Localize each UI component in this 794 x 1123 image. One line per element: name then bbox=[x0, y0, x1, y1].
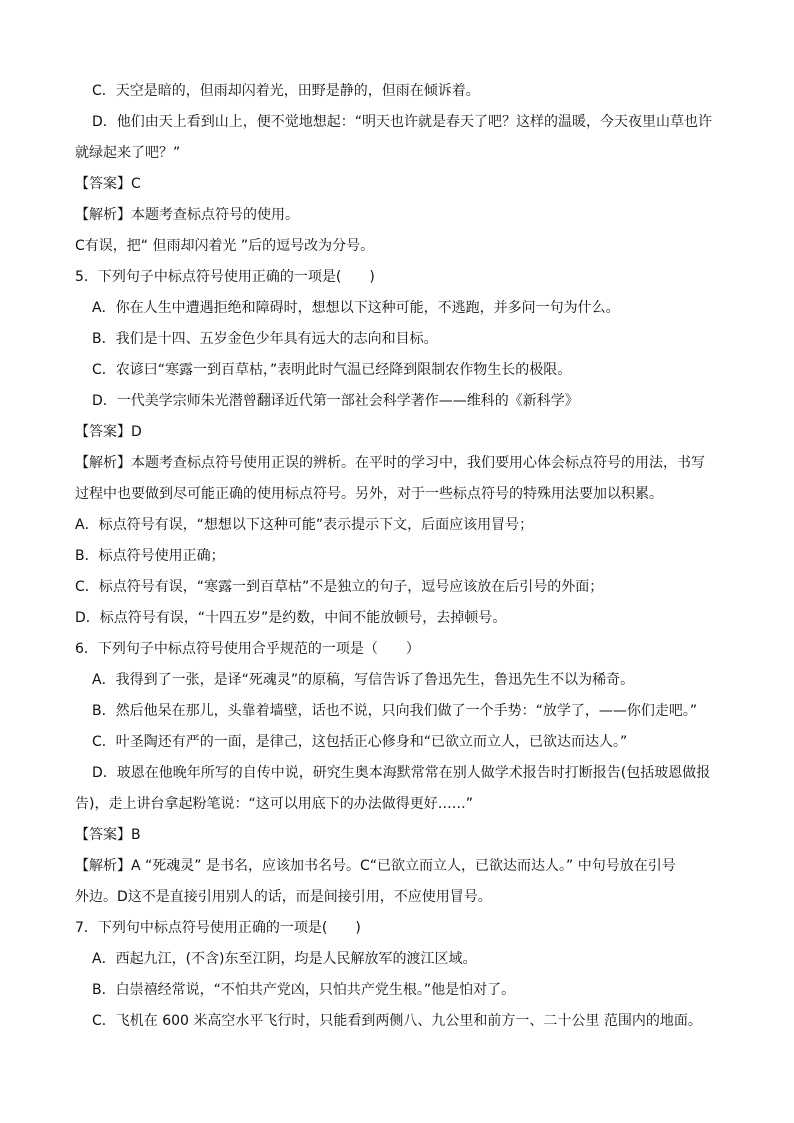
analysis-q5-d: D．标点符号有误，“十四五岁”是约数，中间不能放顿号，去掉顿号。 bbox=[75, 610, 507, 626]
answer-q6: 【答案】B bbox=[75, 827, 141, 843]
analysis-q5-c: C．标点符号有误，“寒露一到百草枯”不是独立的句子，逗号应该放在后引号的外面； bbox=[75, 579, 604, 595]
question-7: 7．下列句中标点符号使用正确的一项是( ) bbox=[75, 920, 361, 936]
option-b-q7: B．白崇禧经常说，“不怕共产党凶，只怕共产党生根。”他是怕对了。 bbox=[92, 982, 516, 998]
option-d-q4: D．他们由天上看到山上，便不觉地想起：“明天也许就是春天了吧？这样的温暖，今天夜里山草也许 bbox=[92, 114, 713, 130]
analysis-q6: 【解析】A “死魂灵” 是书名，应该加书名号。C“已欲立而立人，已欲达而达人。” 中句号放在引号 bbox=[75, 858, 676, 874]
option-b-q5: B．我们是十四、五岁金色少年具有远大的志向和目标。 bbox=[92, 331, 438, 347]
answer-q5: 【答案】D bbox=[75, 424, 142, 440]
option-d-q5: D．一代美学宗师朱光潜曾翻译近代第一部社会科学著作——维科的《新科学》 bbox=[92, 393, 579, 409]
analysis-q4-detail: C有误，把“ 但雨却闪着光 ”后的逗号改为分号。 bbox=[75, 238, 375, 254]
analysis-q5-a: A．标点符号有误，“想想以下这种可能”表示提示下文，后面应该用冒号； bbox=[75, 517, 534, 533]
question-6: 6．下列句子中标点符号使用合乎规范的一项是（ ） bbox=[75, 641, 420, 657]
option-c-q5: C．农谚曰“寒露一到百草枯，”表明此时气温已经降到限制农作物生长的极限。 bbox=[92, 362, 572, 378]
analysis-q5-b: B．标点符号使用正确； bbox=[75, 548, 225, 564]
option-b-q6: B．然后他呆在那儿，头靠着墙壁，话也不说，只向我们做了一个手势：“放学了，——你们走吧。” bbox=[92, 703, 698, 719]
analysis-q5-cont: 过程中也要做到尽可能正确的使用标点符号。另外，对于一些标点符号的特殊用法要加以积累。 bbox=[75, 486, 663, 502]
option-c-q4: C．天空是暗的，但雨却闪着光，田野是静的，但雨在倾诉着。 bbox=[92, 83, 480, 99]
question-5: 5．下列句子中标点符号使用正确的一项是( ) bbox=[75, 269, 375, 285]
option-d-q4-cont: 就绿起来了吧？” bbox=[75, 145, 181, 161]
analysis-q6-cont: 外边。D这不是直接引用别人的话，而是间接引用，不应使用冒号。 bbox=[75, 889, 492, 905]
analysis-q5: 【解析】本题考查标点符号使用正误的辨析。在平时的学习中，我们要用心体会标点符号的用法，书写 bbox=[75, 455, 705, 471]
option-d-q6: D．玻恩在他晚年所写的自传中说，研究生奥本海默常常在别人做学术报告时打断报告(包括玻恩做报 bbox=[92, 765, 711, 781]
answer-q4: 【答案】C bbox=[75, 176, 141, 192]
analysis-q4: 【解析】本题考查标点符号的使用。 bbox=[75, 207, 299, 223]
option-c-q7: C．飞机在 600 米高空水平飞行时，只能看到两侧八、九公里和前方一、二十公里 范围内的地面。 bbox=[92, 1013, 702, 1029]
option-a-q5: A．你在人生中遭遇拒绝和障碍时，想想以下这种可能，不逃跑，并多问一句为什么。 bbox=[92, 300, 620, 316]
option-d-q6-cont: 告)，走上讲台拿起粉笔说：“这可以用底下的办法做得更好……” bbox=[75, 796, 473, 812]
option-c-q6: C．叶圣陶还有严的一面，是律己，这包括正心修身和“已欲立而立人，已欲达而达人。” bbox=[92, 734, 628, 750]
option-a-q6: A．我得到了一张，是译“死魂灵”的原稿，写信告诉了鲁迅先生，鲁迅先生不以为稀奇。 bbox=[92, 672, 635, 688]
option-a-q7: A．西起九江，(不含)东至江阴，均是人民解放军的渡江区域。 bbox=[92, 951, 477, 967]
